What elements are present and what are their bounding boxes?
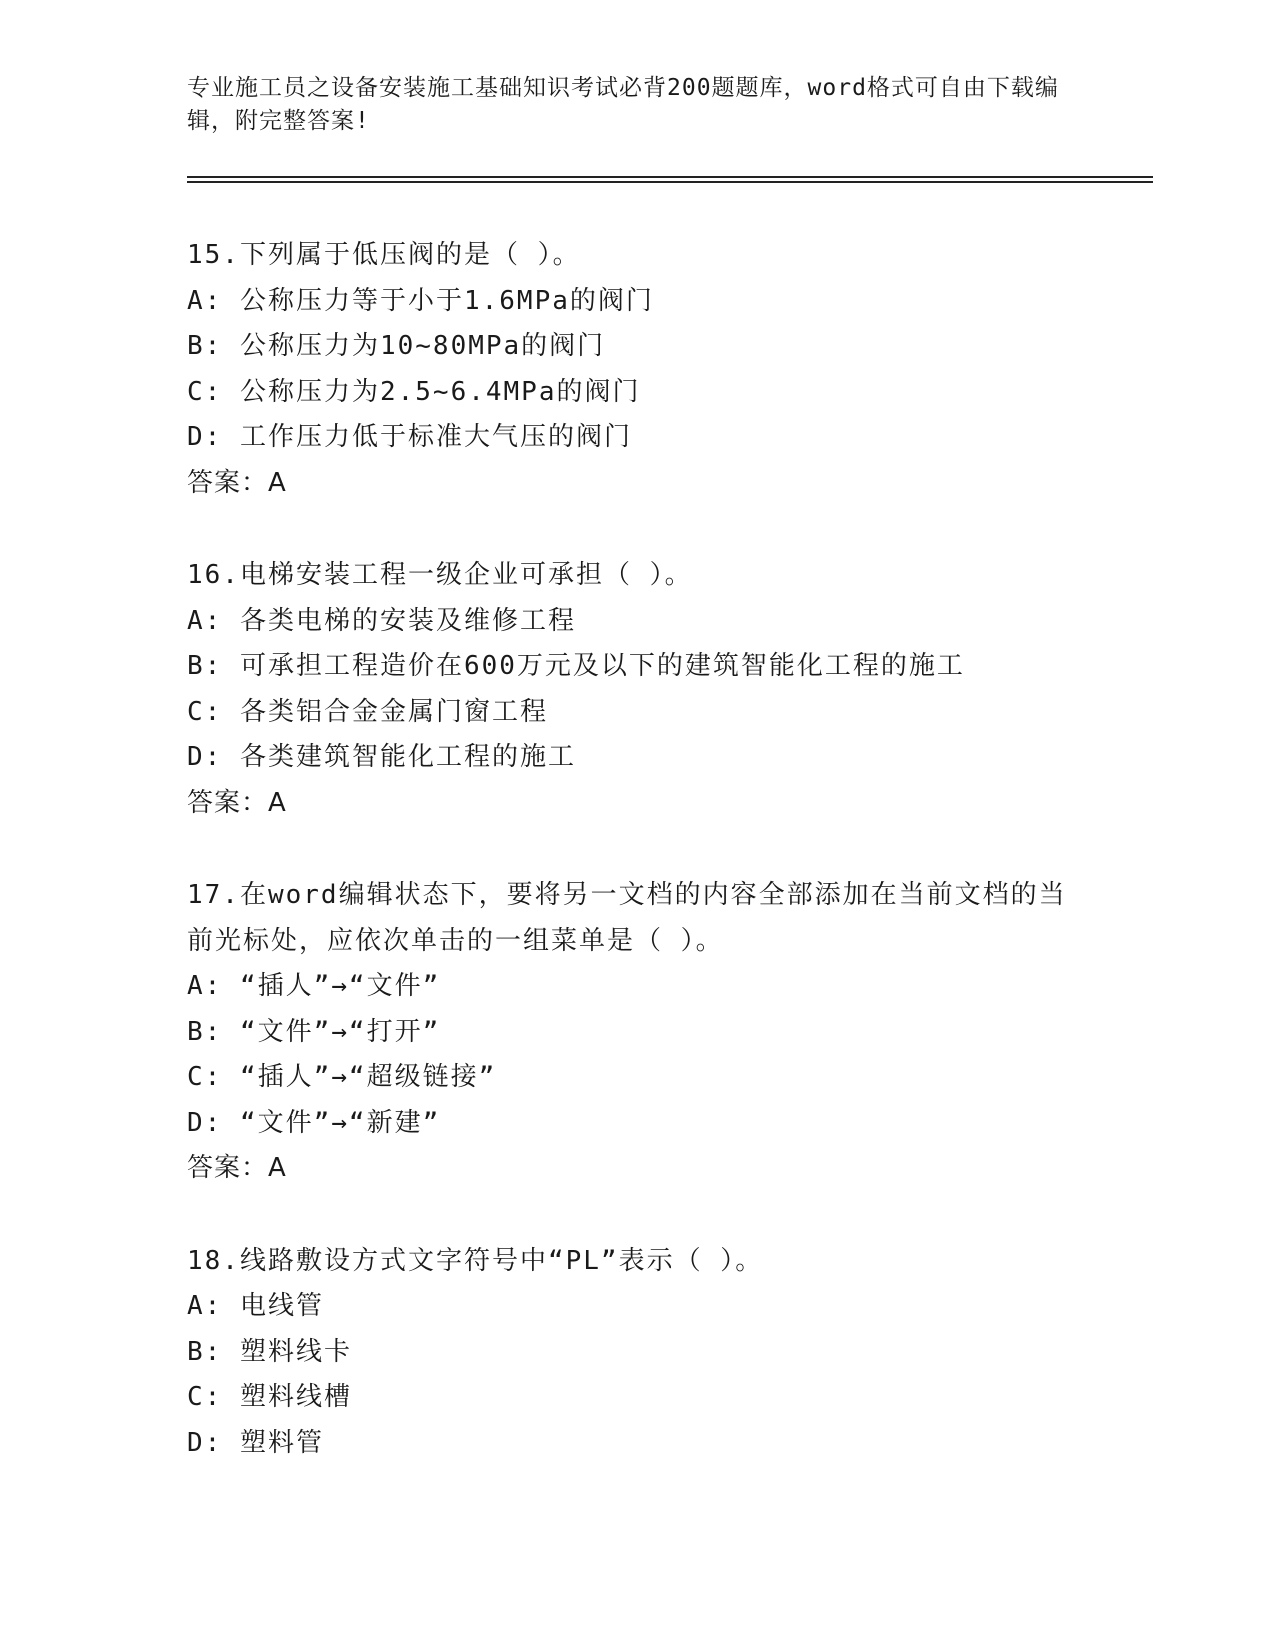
question-list bbox=[187, 233, 1087, 1513]
option-d: D: 工作压力低于标准大气压的阀门 bbox=[187, 422, 632, 452]
question-stem: 15.下列属于低压阀的是（ ）。 bbox=[187, 240, 581, 270]
header-rule-top bbox=[187, 176, 1153, 178]
option-a: A: 电线管 bbox=[187, 1291, 324, 1321]
option-d: D: “文件”→“新建” bbox=[187, 1107, 441, 1138]
document-header bbox=[187, 72, 1067, 138]
option-c: C: 各类铝合金金属门窗工程 bbox=[187, 696, 548, 727]
header-rule-bottom bbox=[187, 181, 1153, 183]
option-c: C: “插人”→“超级链接” bbox=[187, 1062, 497, 1092]
option-a: A: “插人”→“文件” bbox=[187, 971, 441, 1001]
option-b: B: 公称压力为10~80MPa的阀门 bbox=[187, 331, 606, 361]
option-c: C: 公称压力为2.5~6.4MPa的阀门 bbox=[187, 376, 641, 407]
answer-label: 答案：A bbox=[187, 1153, 287, 1183]
question-15 bbox=[187, 233, 1087, 506]
option-c: C: 塑料线槽 bbox=[187, 1382, 352, 1412]
question-stem: 16.电梯安装工程一级企业可承担（ ）。 bbox=[187, 560, 693, 590]
option-d: D: 各类建筑智能化工程的施工 bbox=[187, 742, 576, 772]
question-stem: 17.在word编辑状态下，要将另一文档的内容全部添加在当前文档的当前光标处，应依次单击的一组菜单是（ ）。 bbox=[187, 880, 1067, 956]
question-18 bbox=[187, 1239, 1087, 1467]
option-d: D: 塑料管 bbox=[187, 1427, 324, 1458]
option-a: A: 各类电梯的安装及维修工程 bbox=[187, 605, 576, 636]
answer-label: 答案：A bbox=[187, 467, 287, 498]
option-b: B: 可承担工程造价在600万元及以下的建筑智能化工程的施工 bbox=[187, 651, 965, 681]
question-16 bbox=[187, 553, 1087, 826]
option-b: B: “文件”→“打开” bbox=[187, 1016, 441, 1047]
question-stem: 18.线路敷设方式文字符号中“PL”表示（ ）。 bbox=[187, 1245, 764, 1276]
option-b: B: 塑料线卡 bbox=[187, 1336, 352, 1367]
header-title: 专业施工员之设备安装施工基础知识考试必背200题题库，word格式可自由下载编辑，附完整答案! bbox=[187, 75, 1059, 134]
option-a: A: 公称压力等于小于1.6MPa的阀门 bbox=[187, 285, 654, 316]
question-17 bbox=[187, 873, 1087, 1192]
answer-label: 答案：A bbox=[187, 787, 287, 818]
